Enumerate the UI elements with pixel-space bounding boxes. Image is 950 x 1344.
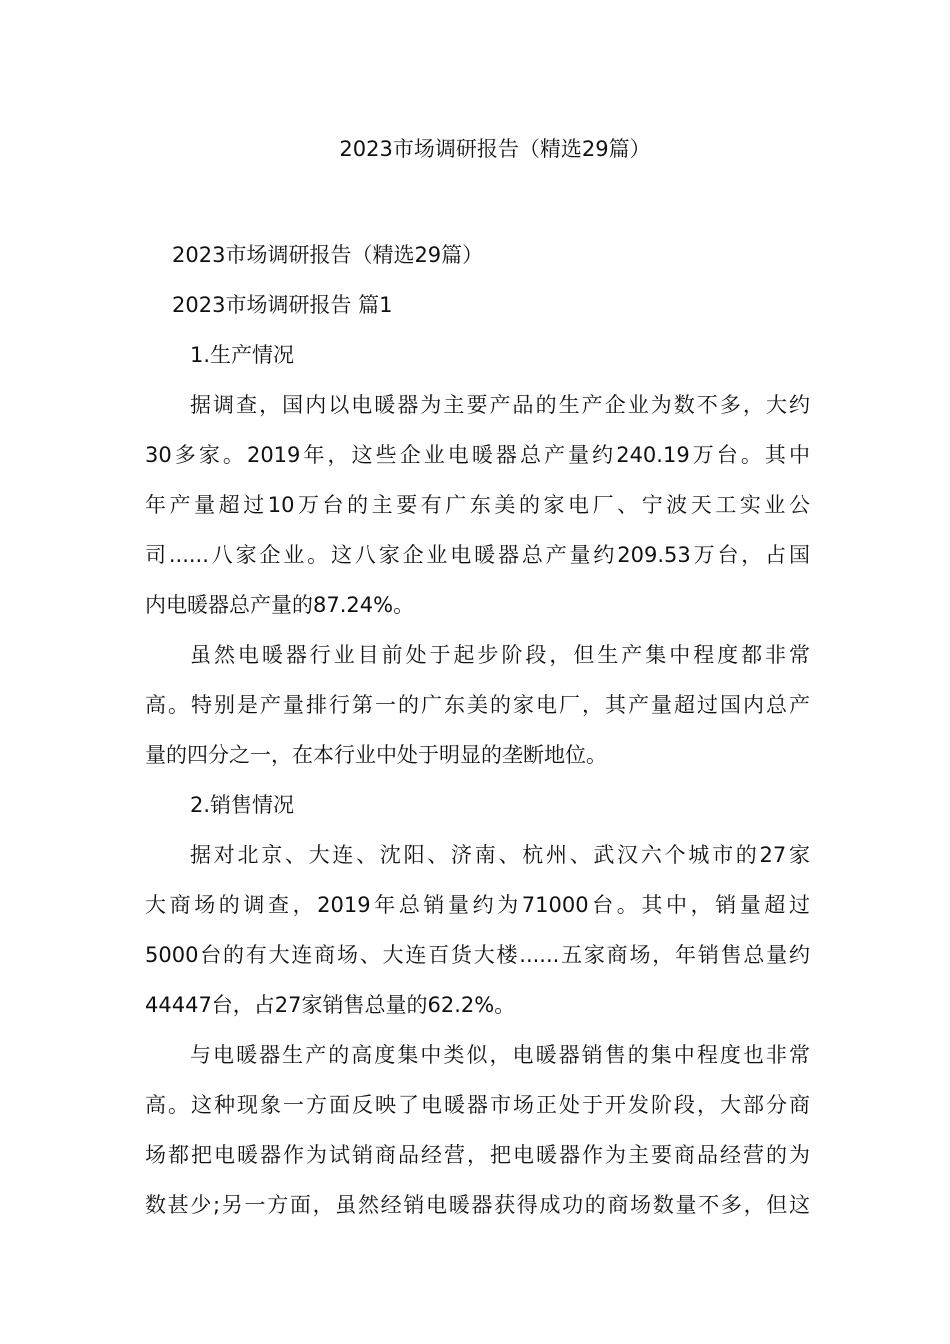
- paragraph-sales-concentration: [145, 1030, 810, 1230]
- text-line: 场都把电暖器作为试销商品经营，把电暖器作为主要商品经营的为: [145, 1143, 810, 1167]
- paragraph-sales-stats: [145, 830, 810, 1030]
- text-line: 虽然电暖器行业目前处于起步阶段，但生产集中程度都非常: [190, 643, 810, 667]
- paragraph-production-stats: [145, 380, 810, 630]
- part-heading: 2023市场调研报告 篇1: [172, 293, 393, 317]
- section-heading-sales: 2.销售情况: [190, 793, 295, 817]
- text-line: 大商场的调查，2019年总销量约为71000台。其中，销量超过: [145, 893, 810, 917]
- document-body: [145, 230, 810, 1230]
- text-line: 5000台的有大连商场、大连百货大楼......五家商场，年销售总量约: [145, 943, 810, 967]
- text-line: 高。特别是产量排行第一的广东美的家电厂，其产量超过国内总产: [145, 693, 810, 717]
- text-line: 内电暖器总产量的87.24%。: [145, 593, 415, 617]
- text-line: 高。这种现象一方面反映了电暖器市场正处于开发阶段，大部分商: [145, 1093, 810, 1117]
- text-line: 据对北京、大连、沈阳、济南、杭州、武汉六个城市的27家: [190, 843, 810, 867]
- text-line: 据调查，国内以电暖器为主要产品的生产企业为数不多，大约: [190, 393, 810, 417]
- text-line: 数甚少;另一方面，虽然经销电暖器获得成功的商场数量不多，但这: [145, 1193, 810, 1217]
- document-subtitle: 2023市场调研报告（精选29篇）: [172, 243, 484, 267]
- section-heading-production: 1.生产情况: [190, 343, 295, 367]
- text-line: 量的四分之一，在本行业中处于明显的垄断地位。: [145, 743, 607, 767]
- text-line: 30多家。2019年，这些企业电暖器总产量约240.19万台。其中: [145, 443, 810, 467]
- text-line: 年产量超过10万台的主要有广东美的家电厂、宁波天工实业公: [145, 493, 810, 517]
- text-line: 司......八家企业。这八家企业电暖器总产量约209.53万台，占国: [145, 543, 810, 567]
- text-line: 44447台，占27家销售总量的62.2%。: [145, 993, 516, 1017]
- paragraph-production-concentration: [145, 630, 810, 780]
- text-line: 与电暖器生产的高度集中类似，电暖器销售的集中程度也非常: [190, 1043, 810, 1067]
- document-title: 2023市场调研报告（精选29篇）: [339, 137, 651, 161]
